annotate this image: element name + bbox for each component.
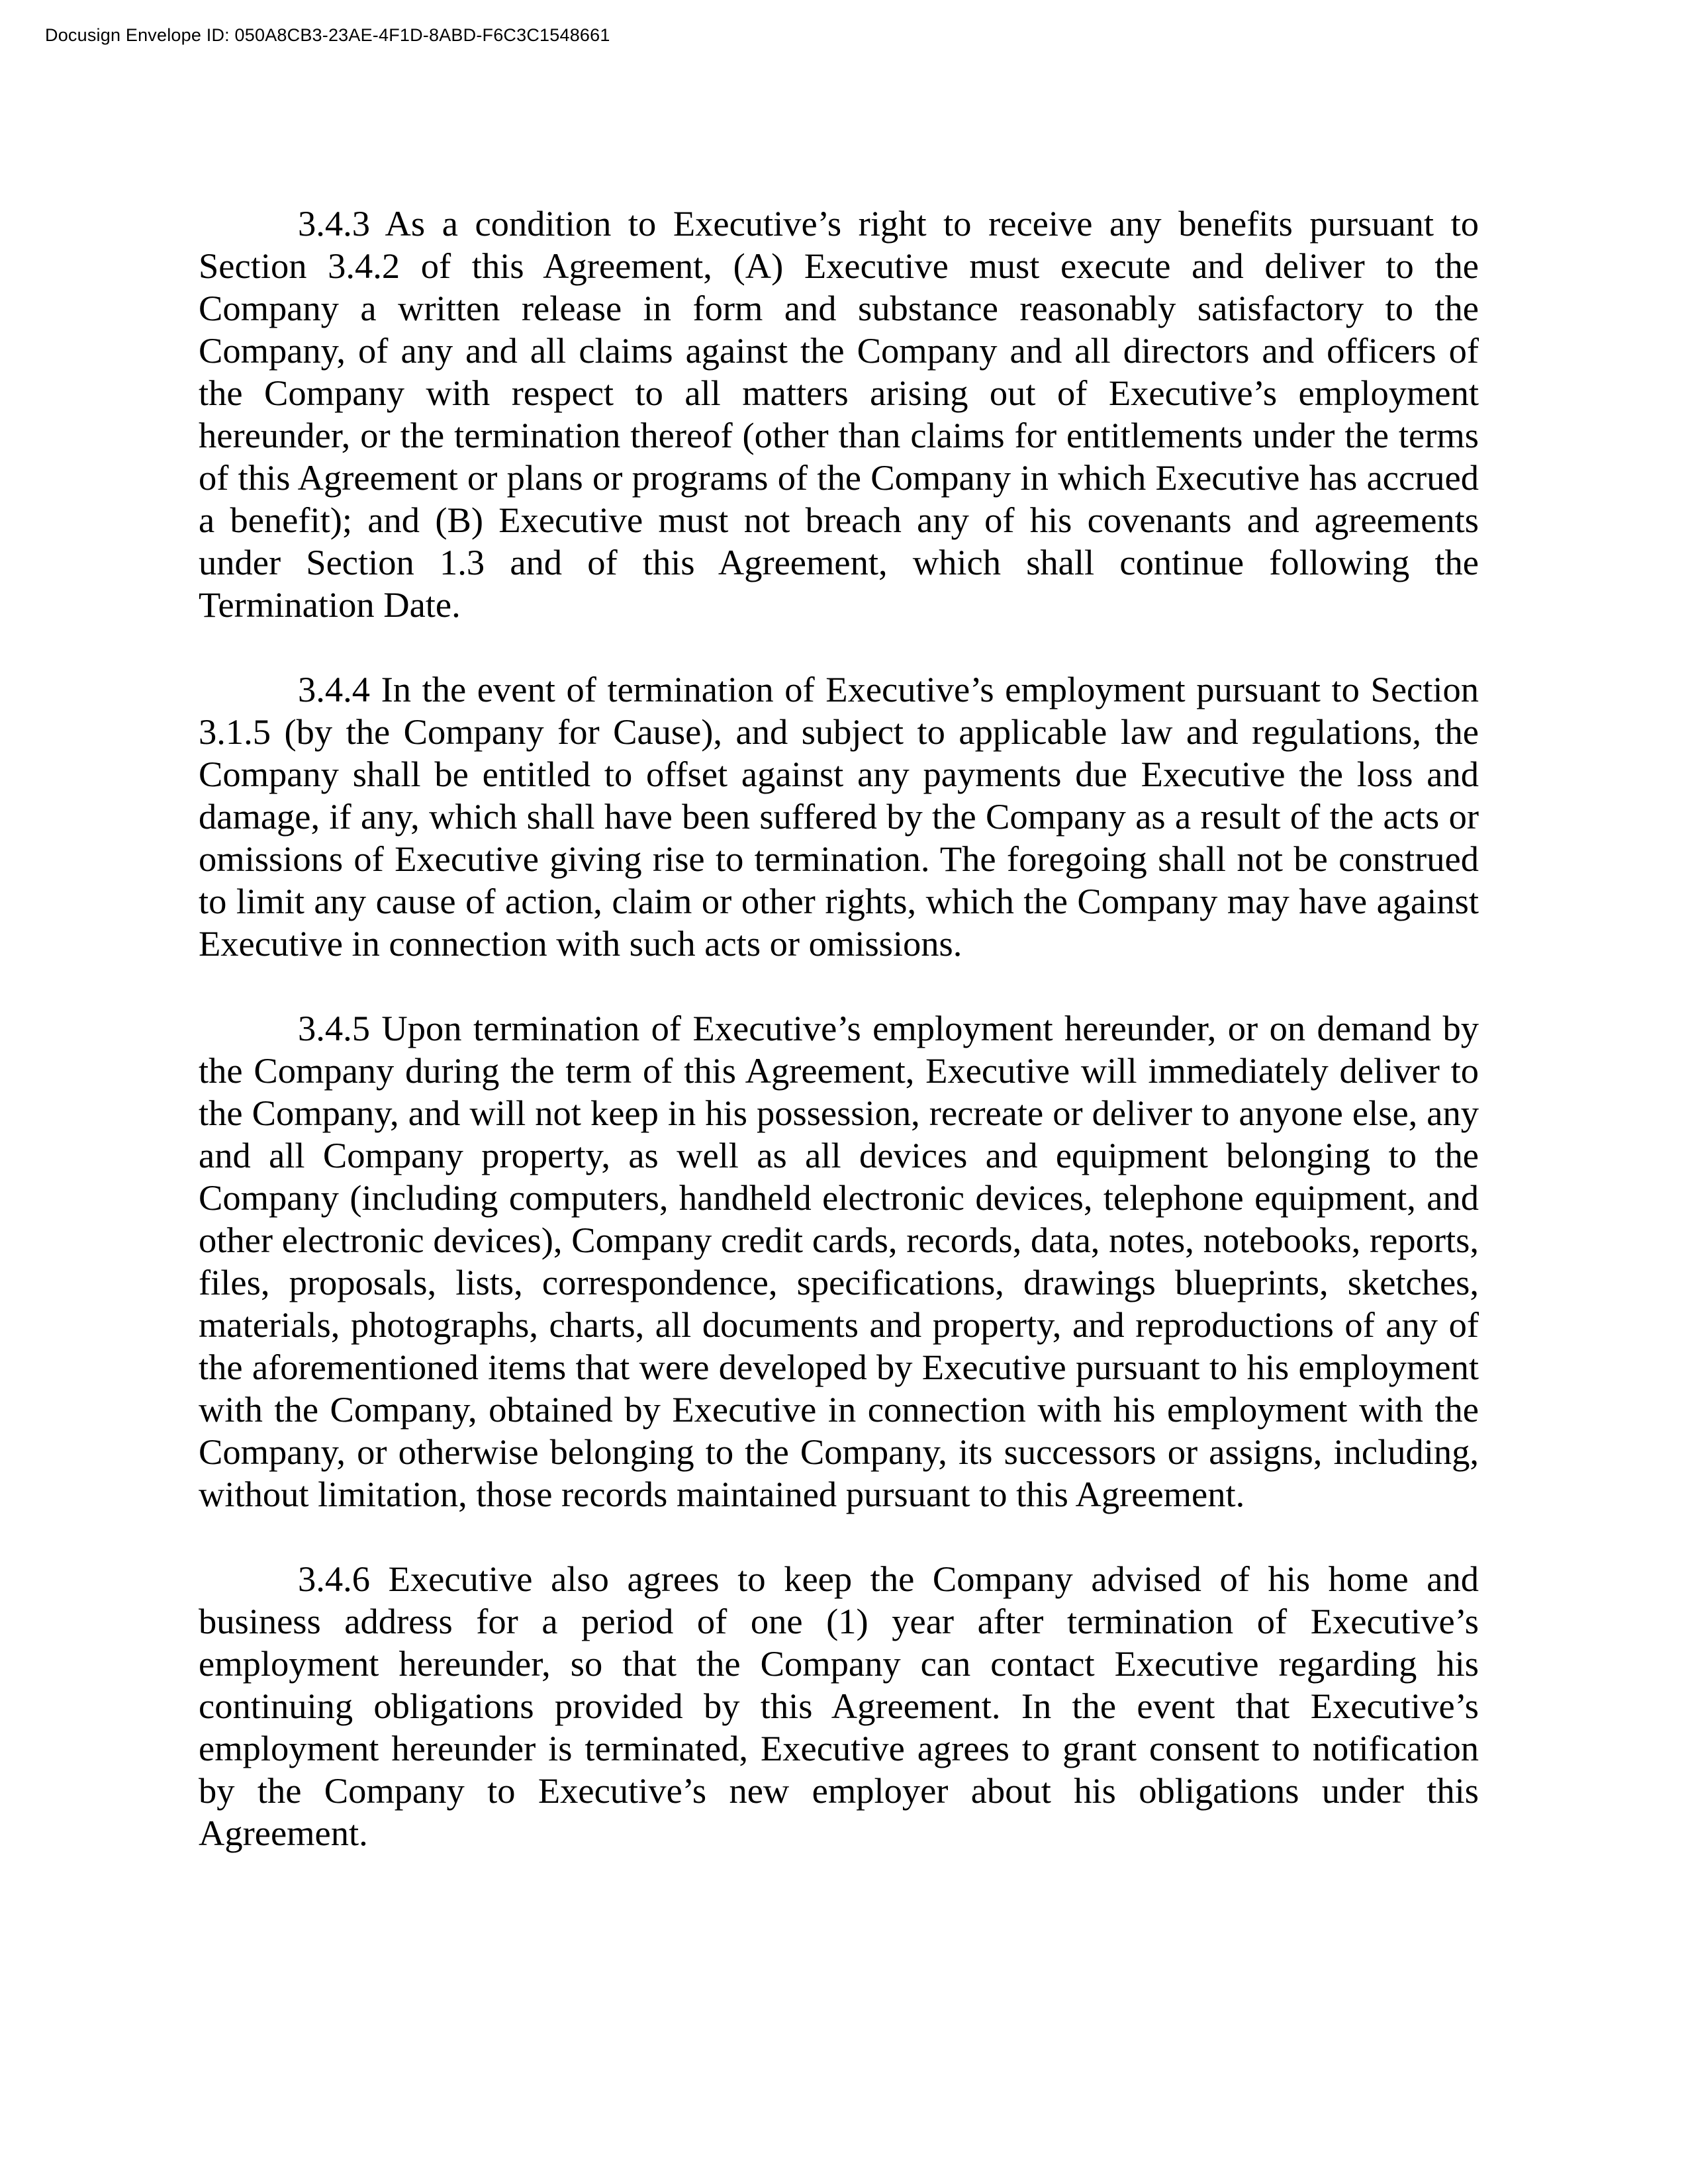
docusign-envelope-id: Docusign Envelope ID: 050A8CB3-23AE-4F1D-8ABD-F6C3C1548661 [45,25,610,45]
document-body [199,203,1479,1854]
paragraph-3-4-3: 3.4.3 As a condition to Executive’s right to receive any benefits pursuant to Section 3.4.2 of this Agreement, (A) Executive must execute and deliver to the Company a written release in form and substance reasonably satisfactory to the Company, of any and all claims against the Company and all directors and officers of the Company with respect to all matters arising out of Executive’s employment hereunder, or the termination thereof (other than claims for entitlements under the terms of this Agreement or plans or programs of the Company in which Executive has accrued a benefit); and (B) Executive must not breach any of his covenants and agreements under Section 1.3 and of this Agreement, which shall continue following the Termination Date. [199,203,1479,625]
paragraph-3-4-6: 3.4.6 Executive also agrees to keep the Company advised of his home and business address for a period of one (1) year after termination of Executive’s employment hereunder, so that the Company can contact Executive regarding his continuing obligations provided by this Agreement. In the event that Executive’s employment hereunder is terminated, Executive agrees to grant consent to notification by the Company to Executive’s new employer about his obligations under this Agreement. [199,1559,1479,1853]
paragraph-3-4-4: 3.4.4 In the event of termination of Executive’s employment pursuant to Section 3.1.5 (by the Company for Cause), and subject to applicable law and regulations, the Company shall be entitled to offset against any payments due Executive the loss and damage, if any, which shall have been suffered by the Company as a result of the acts or omissions of Executive giving rise to termination. The foregoing shall not be construed to limit any cause of action, claim or other rights, which the Company may have against Executive in connection with such acts or omissions. [199,669,1479,964]
paragraph-3-4-5: 3.4.5 Upon termination of Executive’s employment hereunder, or on demand by the Company during the term of this Agreement, Executive will immediately deliver to the Company, and will not keep in his possession, recreate or deliver to anyone else, any and all Company property, as well as all devices and equipment belonging to the Company (including computers, handheld electronic devices, telephone equipment, and other electronic devices), Company credit cards, records, data, notes, notebooks, reports, files, proposals, lists, correspondence, specifications, drawings blueprints, sketches, materials, photographs, charts, all documents and property, and reproductions of any of the aforementioned items that were developed by Executive pursuant to his employment with the Company, obtained by Executive in connection with his employment with the Company, or otherwise belonging to the Company, its successors or assigns, including, without limitation, those records maintained pursuant to this Agreement. [199,1008,1479,1514]
